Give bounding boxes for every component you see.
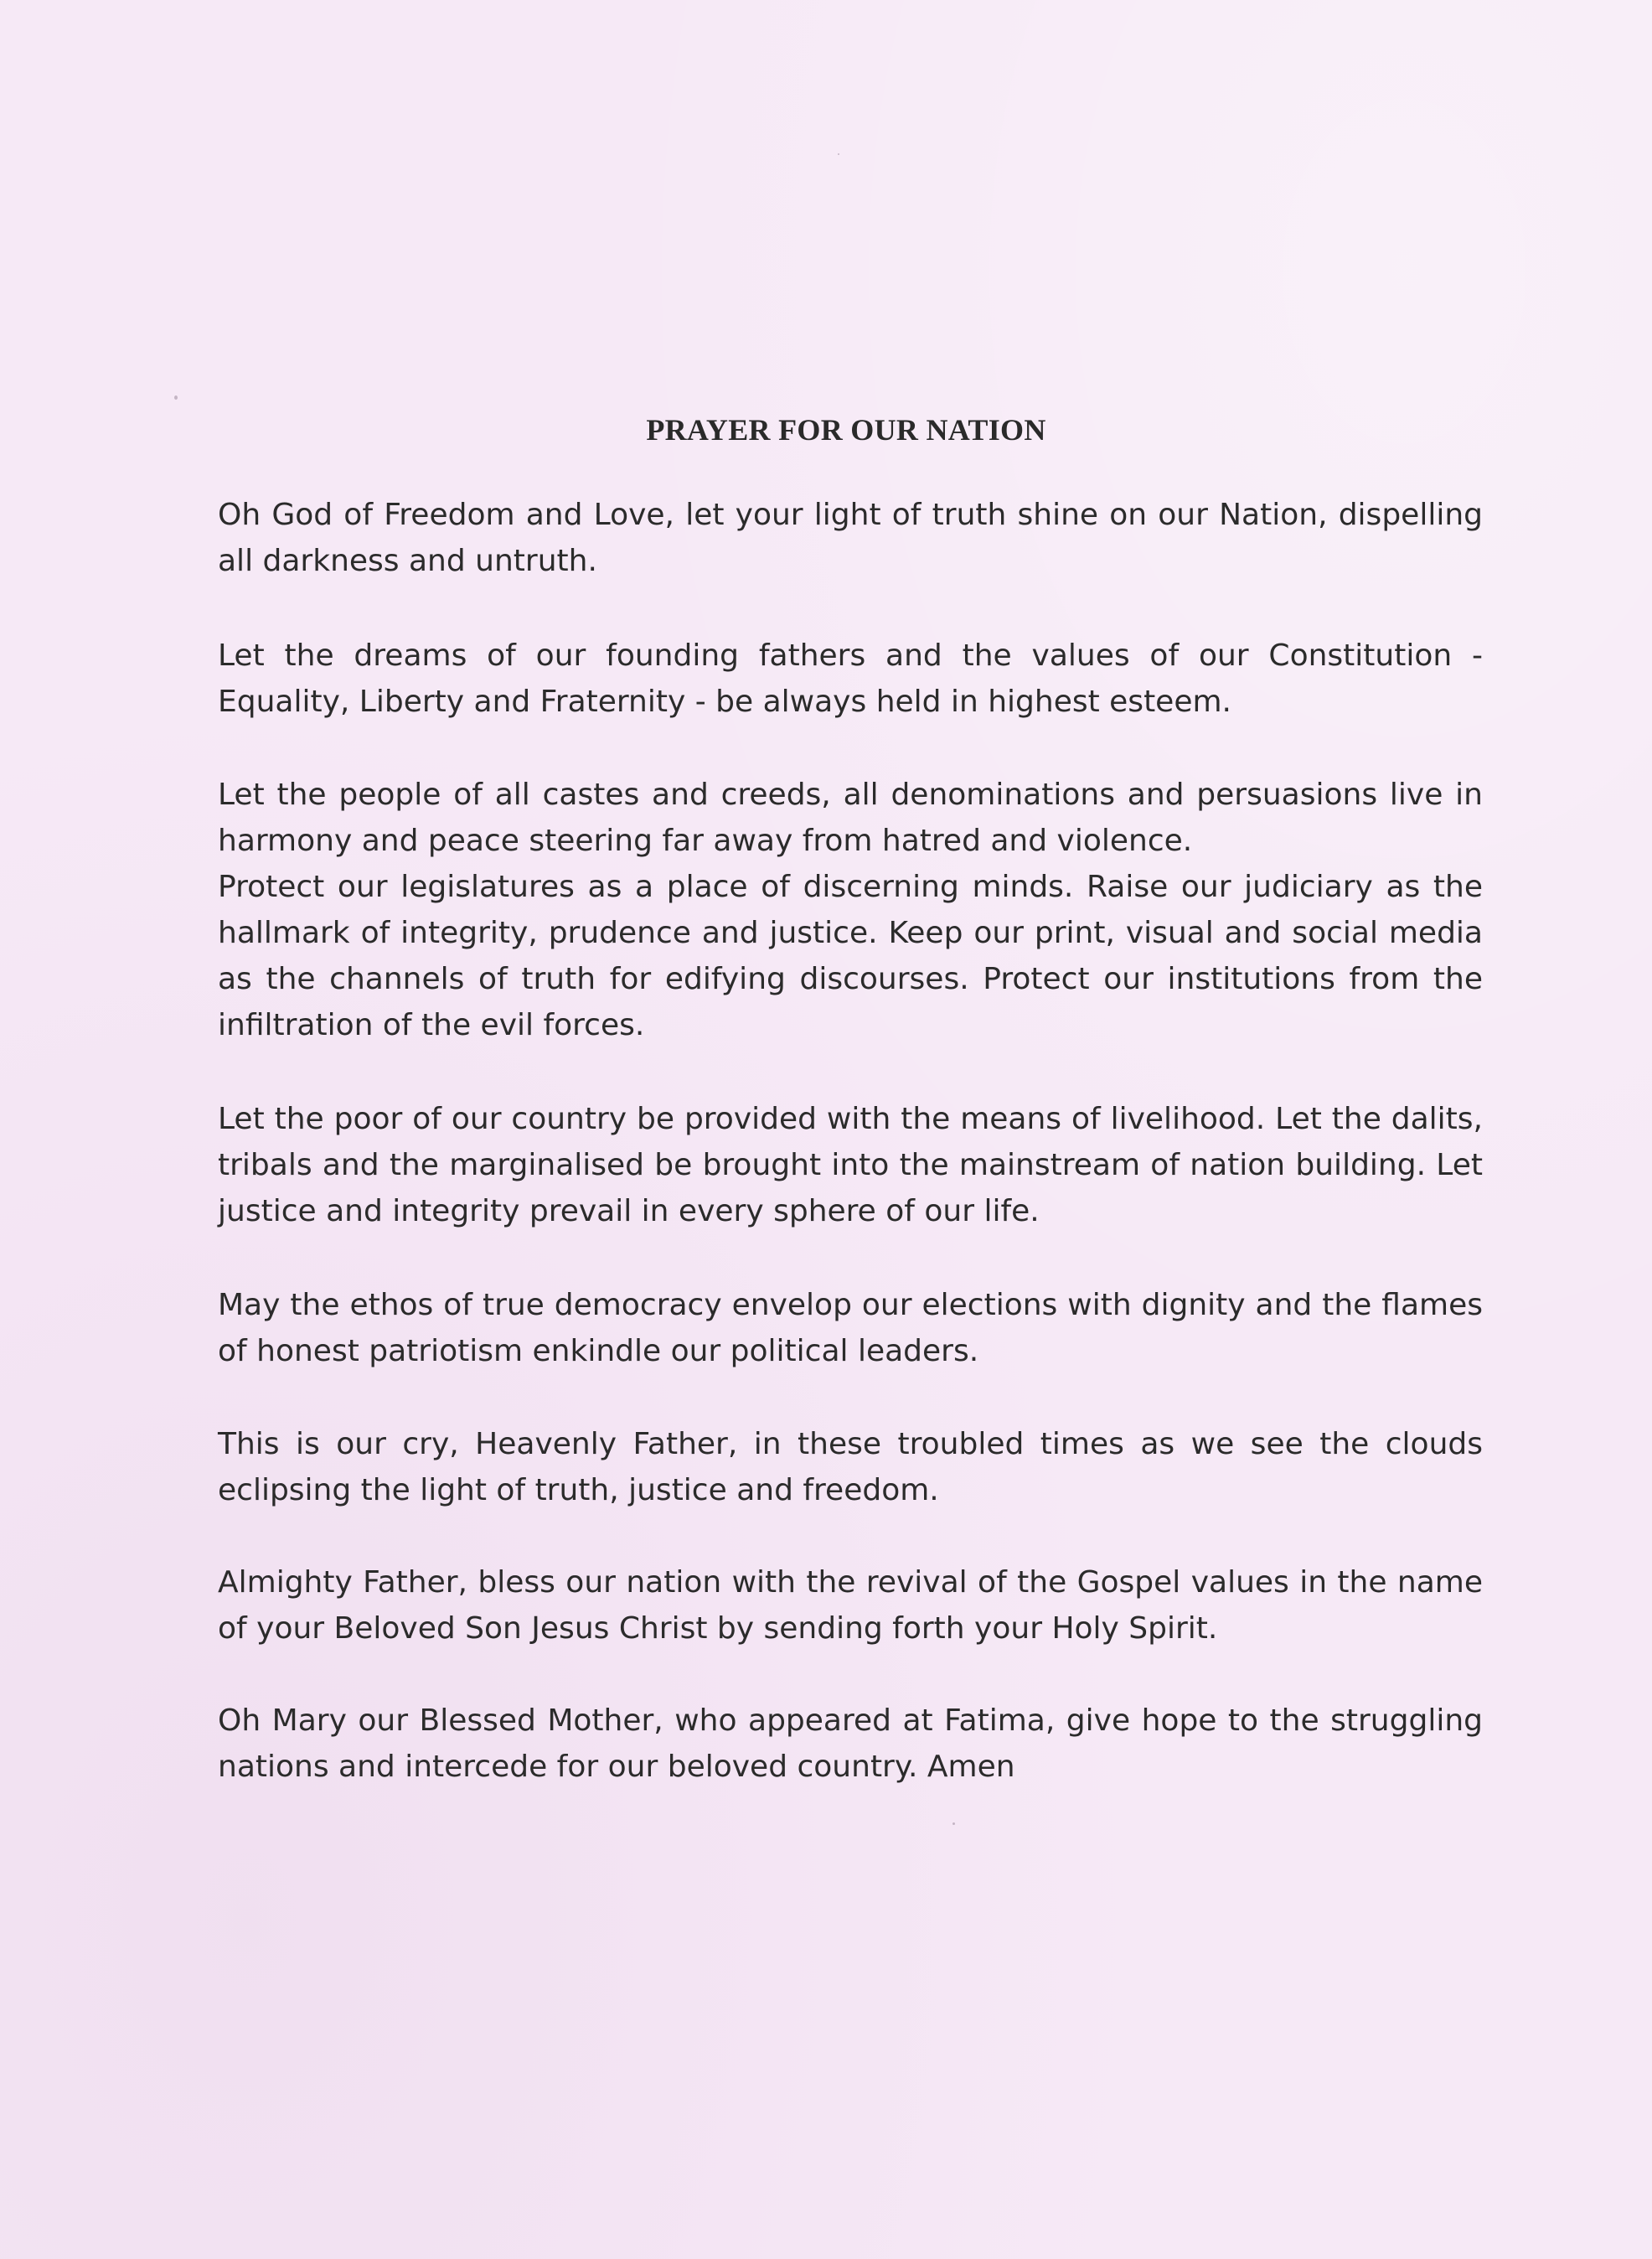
paragraph-true-democracy: May the ethos of true democracy envelop our elections with dignity and the flames of honest patriotism enkindle our political leaders. — [218, 1288, 1483, 1368]
paragraph-gospel-values: Almighty Father, bless our nation with the revival of the Gospel values in the name of your Beloved Son Jesus Christ by sending forth your Holy Spirit. — [218, 1565, 1483, 1646]
scan-speck — [952, 1822, 955, 1825]
paragraph-poor-of-country: Let the poor of our country be provided with the means of livelihood. Let the dalits, tribals and the marginalised be brought into the mainstream of nation building. Let justice and integrity prevail in every sphere of our life. — [218, 1102, 1483, 1228]
paragraph-our-cry: This is our cry, Heavenly Father, in these troubled times as we see the clouds eclipsing the light of truth, justice and freedom. — [218, 1427, 1483, 1507]
paragraph-founding-fathers: Let the dreams of our founding fathers and the values of our Constitution - Equality, Liberty and Fraternity - be always held in highest esteem. — [218, 638, 1483, 719]
paragraph-freedom-and-love: Oh God of Freedom and Love, let your light of truth shine on our Nation, dispelling all darkness and untruth. — [218, 498, 1483, 578]
paragraph-blessed-mother: Oh Mary our Blessed Mother, who appeared at Fatima, give hope to the struggling nations and intercede for our beloved country. Amen — [218, 1703, 1483, 1784]
scan-speck — [174, 395, 178, 400]
paragraph-legislatures-judiciary: Protect our legislatures as a place of discerning minds. Raise our judiciary as the hallmark of integrity, prudence and justice. Keep our print, visual and social media as the channels of truth for edifying discourses. Protect our institutions from the infiltration of the evil forces. — [218, 870, 1483, 1042]
page-title: PRAYER FOR OUR NATION — [646, 413, 1046, 447]
scan-speck — [838, 153, 839, 155]
paragraph-castes-and-creeds: Let the people of all castes and creeds, all denominations and persuasions live in harmony and peace steering far away from hatred and violence. — [218, 778, 1483, 858]
